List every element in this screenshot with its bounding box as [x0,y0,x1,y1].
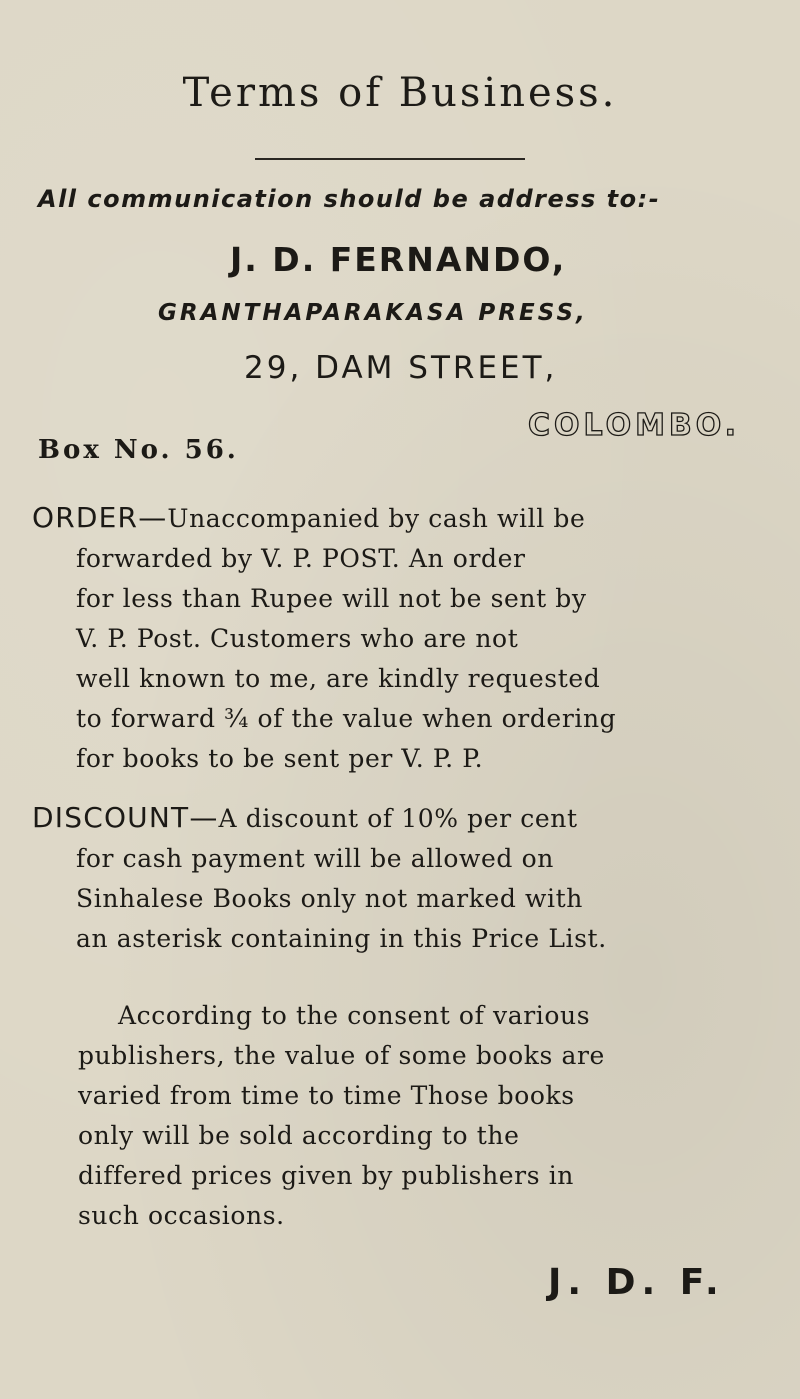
order-line: V. P. Post. Customers who are not [76,624,519,653]
order-line: well known to me, are kindly requested [76,664,601,693]
order-heading: ORDER— [32,501,168,534]
according-line: publishers, the value of some books are [78,1041,605,1070]
discount-line-first [32,798,772,839]
title-underline [255,158,525,160]
according-line: According to the consent of various [118,1001,591,1030]
addressee-name: J. D. FERNANDO, [230,240,567,279]
according-line: varied from time to time Those books [78,1081,575,1110]
order-line: for books to be sent per V. P. P. [76,744,484,773]
according-paragraph [78,996,772,1236]
box-number: Box No. 56. [38,435,239,465]
discount-line: Sinhalese Books only not marked with [76,884,583,913]
city-name: COLOMBO. [528,408,741,443]
according-line: such occasions. [78,1201,285,1230]
discount-line: for cash payment will be allowed on [76,844,554,873]
page-title: Terms of Business. [182,70,618,116]
according-line: only will be sold according to the [78,1121,520,1150]
address-intro: All communication should be address to:- [38,185,661,213]
order-line: forwarded by V. P. POST. An order [76,544,526,573]
press-name: GRANTHAPARAKASA PRESS, [158,300,588,326]
discount-line: A discount of 10% per cent [218,804,578,833]
discount-heading: DISCOUNT— [32,801,219,834]
order-line-first [32,498,772,539]
order-line: Unaccompanied by cash will be [167,504,586,533]
street-address: 29, DAM STREET, [244,350,558,386]
order-line: for less than Rupee will not be sent by [76,584,587,613]
order-paragraph [32,498,772,779]
discount-line: an asterisk containing in this Price List. [76,924,607,953]
discount-paragraph [32,798,772,959]
according-line: differed prices given by publishers in [78,1161,575,1190]
order-line: to forward ¾ of the value when ordering [76,704,617,733]
signature-initials: J. D. F. [548,1262,725,1303]
